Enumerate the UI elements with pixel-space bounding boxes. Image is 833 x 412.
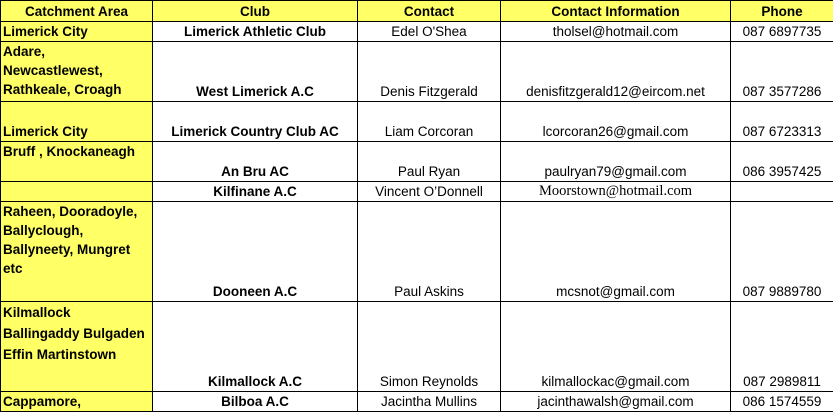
phone-cell: 086 1574559 [731, 392, 833, 412]
phone-cell: 086 3957425 [731, 142, 833, 182]
club-cell: West Limerick A.C [153, 42, 358, 102]
contact-cell: Simon Reynolds [358, 302, 501, 392]
header-contact: Contact [358, 1, 501, 22]
catchment-area-cell: Limerick City [1, 22, 153, 42]
club-cell: Kilfinane A.C [153, 182, 358, 202]
table-row [1, 22, 833, 42]
header-phone: Phone [731, 1, 833, 22]
header-contact-information: Contact Information [501, 1, 731, 22]
table-row [1, 182, 833, 202]
catchment-area-cell: Raheen, Dooradoyle, Ballyclough, Ballyneety, Mungret etc [1, 202, 153, 302]
catchment-area-cell: Cappamore, [1, 392, 153, 412]
phone-cell [731, 182, 833, 202]
catchment-area-cell: Kilmallock Ballingaddy Bulgaden Effin Martinstown [1, 302, 153, 392]
club-cell: Limerick Athletic Club [153, 22, 358, 42]
table-row [1, 202, 833, 302]
contact-information-cell: tholsel@hotmail.com [501, 22, 731, 42]
phone-cell: 087 6897735 [731, 22, 833, 42]
contact-cell: Denis Fitzgerald [358, 42, 501, 102]
phone-cell: 087 2989811 [731, 302, 833, 392]
contact-information-cell: kilmallockac@gmail.com [501, 302, 731, 392]
catchment-area-cell: Adare, Newcastlewest, Rathkeale, Croagh [1, 42, 153, 102]
catchment-area-cell: Limerick City [1, 102, 153, 142]
club-cell: Dooneen A.C [153, 202, 358, 302]
table-row [1, 302, 833, 392]
contact-information-cell: mcsnot@gmail.com [501, 202, 731, 302]
phone-cell: 087 6723313 [731, 102, 833, 142]
club-cell: An Bru AC [153, 142, 358, 182]
contact-information-cell: denisfitzgerald12@eircom.net [501, 42, 731, 102]
contact-information-cell: jacinthawalsh@gmail.com [501, 392, 731, 412]
contact-information-cell: paulryan79@gmail.com [501, 142, 731, 182]
club-cell: Bilboa A.C [153, 392, 358, 412]
catchment-area-cell: Bruff , Knockaneagh [1, 142, 153, 182]
header-club: Club [153, 1, 358, 22]
contact-cell: Paul Askins [358, 202, 501, 302]
header-row [1, 1, 833, 22]
table-row [1, 392, 833, 412]
club-cell: Kilmallock A.C [153, 302, 358, 392]
catchment-area-cell [1, 182, 153, 202]
contact-cell: Edel O'Shea [358, 22, 501, 42]
phone-cell: 087 3577286 [731, 42, 833, 102]
contact-cell: Vincent O’Donnell [358, 182, 501, 202]
table-row [1, 142, 833, 182]
club-cell: Limerick Country Club AC [153, 102, 358, 142]
table-row [1, 42, 833, 102]
contact-cell: Paul Ryan [358, 142, 501, 182]
header-catchment-area: Catchment Area [1, 1, 153, 22]
contact-cell: Jacintha Mullins [358, 392, 501, 412]
contact-cell: Liam Corcoran [358, 102, 501, 142]
table-row [1, 102, 833, 142]
phone-cell: 087 9889780 [731, 202, 833, 302]
contact-information-cell: lcorcoran26@gmail.com [501, 102, 731, 142]
contact-information-cell: Moorstown@hotmail.com [501, 182, 731, 202]
